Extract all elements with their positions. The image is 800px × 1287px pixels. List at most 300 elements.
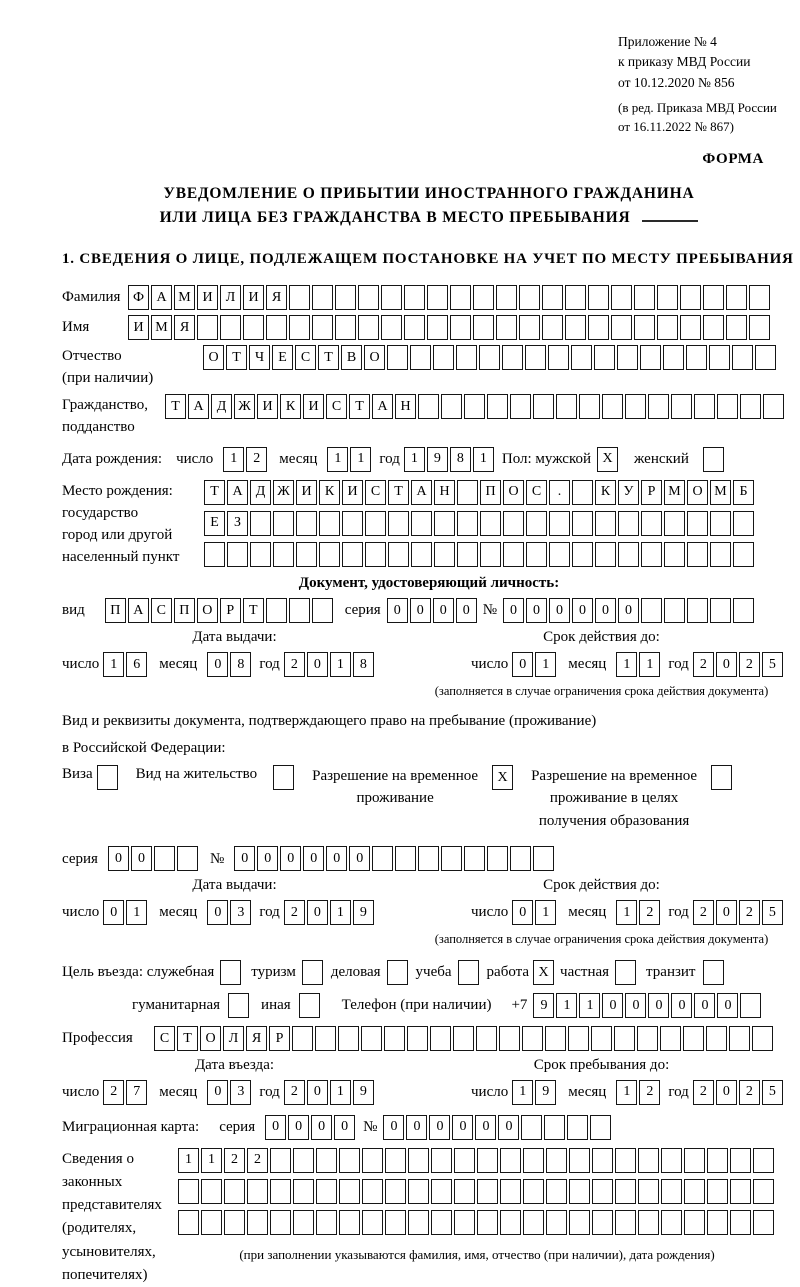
form-cell[interactable] (316, 1179, 337, 1204)
form-cell[interactable] (247, 1179, 268, 1204)
form-cell[interactable]: 0 (602, 993, 623, 1018)
form-cell[interactable] (546, 1179, 567, 1204)
form-cell[interactable]: И (243, 285, 264, 310)
form-cell[interactable] (387, 345, 408, 370)
form-cell[interactable] (342, 511, 363, 536)
form-cell[interactable]: И (128, 315, 149, 340)
form-cell[interactable]: 1 (579, 993, 600, 1018)
form-cell[interactable] (270, 1179, 291, 1204)
form-cell[interactable]: 0 (334, 1115, 355, 1140)
form-cell[interactable] (753, 1179, 774, 1204)
form-cell[interactable] (592, 1210, 613, 1235)
form-cell[interactable]: О (364, 345, 385, 370)
form-cell[interactable] (503, 511, 524, 536)
form-cell[interactable]: О (200, 1026, 221, 1051)
form-cell[interactable] (458, 960, 479, 985)
form-cell[interactable] (358, 315, 379, 340)
form-cell[interactable]: 0 (716, 1080, 737, 1105)
form-cell[interactable] (296, 511, 317, 536)
form-cell[interactable] (664, 598, 685, 623)
form-cell[interactable] (228, 993, 249, 1018)
form-cell[interactable] (431, 1148, 452, 1173)
form-cell[interactable]: Ч (249, 345, 270, 370)
form-cell[interactable] (733, 511, 754, 536)
form-cell[interactable]: 0 (456, 598, 477, 623)
form-cell[interactable] (730, 1148, 751, 1173)
form-cell[interactable] (703, 447, 724, 472)
form-cell[interactable] (579, 394, 600, 419)
form-cell[interactable] (706, 1026, 727, 1051)
form-cell[interactable]: 0 (207, 1080, 228, 1105)
form-cell[interactable] (703, 285, 724, 310)
form-cell[interactable] (641, 598, 662, 623)
form-cell[interactable]: 2 (739, 652, 760, 677)
form-cell[interactable]: К (595, 480, 616, 505)
form-cell[interactable] (408, 1179, 429, 1204)
form-cell[interactable]: 1 (616, 652, 637, 677)
form-cell[interactable] (523, 1210, 544, 1235)
form-cell[interactable]: М (174, 285, 195, 310)
form-cell[interactable] (588, 315, 609, 340)
form-cell[interactable]: 8 (450, 447, 471, 472)
form-cell[interactable] (454, 1210, 475, 1235)
form-cell[interactable] (544, 1115, 565, 1140)
form-cell[interactable]: Я (266, 285, 287, 310)
form-cell[interactable] (661, 1179, 682, 1204)
form-cell[interactable] (224, 1179, 245, 1204)
form-cell[interactable]: С (526, 480, 547, 505)
form-cell[interactable] (97, 765, 118, 790)
form-cell[interactable]: 5 (762, 1080, 783, 1105)
form-cell[interactable]: 0 (694, 993, 715, 1018)
form-cell[interactable] (441, 846, 462, 871)
form-cell[interactable]: 3 (230, 1080, 251, 1105)
form-cell[interactable] (408, 1148, 429, 1173)
form-cell[interactable] (411, 542, 432, 567)
form-cell[interactable] (710, 542, 731, 567)
form-cell[interactable] (154, 846, 175, 871)
form-cell[interactable] (385, 1148, 406, 1173)
form-cell[interactable] (270, 1148, 291, 1173)
form-cell[interactable] (694, 394, 715, 419)
form-cell[interactable]: 0 (716, 652, 737, 677)
form-cell[interactable] (717, 394, 738, 419)
form-cell[interactable]: 0 (303, 846, 324, 871)
form-cell[interactable] (542, 315, 563, 340)
form-cell[interactable]: . (549, 480, 570, 505)
form-cell[interactable] (434, 511, 455, 536)
form-cell[interactable]: Я (174, 315, 195, 340)
form-cell[interactable] (273, 511, 294, 536)
form-cell[interactable] (664, 511, 685, 536)
form-cell[interactable]: 0 (549, 598, 570, 623)
form-cell[interactable]: 1 (327, 447, 348, 472)
form-cell[interactable] (533, 394, 554, 419)
form-cell[interactable] (456, 345, 477, 370)
form-cell[interactable] (687, 511, 708, 536)
form-cell[interactable]: 1 (330, 900, 351, 925)
form-cell[interactable] (418, 394, 439, 419)
form-cell[interactable] (266, 315, 287, 340)
form-cell[interactable]: Ф (128, 285, 149, 310)
form-cell[interactable]: А (411, 480, 432, 505)
form-cell[interactable] (289, 598, 310, 623)
form-cell[interactable]: 0 (307, 900, 328, 925)
form-cell[interactable] (523, 1179, 544, 1204)
form-cell[interactable]: Л (223, 1026, 244, 1051)
form-cell[interactable]: 0 (648, 993, 669, 1018)
form-cell[interactable]: 1 (616, 1080, 637, 1105)
form-cell[interactable] (381, 285, 402, 310)
form-cell[interactable]: Р (641, 480, 662, 505)
form-cell[interactable] (680, 315, 701, 340)
form-cell[interactable]: 0 (207, 652, 228, 677)
form-cell[interactable] (293, 1179, 314, 1204)
form-cell[interactable] (533, 846, 554, 871)
form-cell[interactable] (500, 1179, 521, 1204)
form-cell[interactable]: 0 (475, 1115, 496, 1140)
form-cell[interactable]: 0 (671, 993, 692, 1018)
form-cell[interactable]: Е (272, 345, 293, 370)
form-cell[interactable] (522, 1026, 543, 1051)
form-cell[interactable] (733, 542, 754, 567)
form-cell[interactable]: 1 (330, 652, 351, 677)
form-cell[interactable]: А (128, 598, 149, 623)
form-cell[interactable] (726, 285, 747, 310)
form-cell[interactable] (730, 1210, 751, 1235)
form-cell[interactable] (270, 1210, 291, 1235)
form-cell[interactable] (565, 315, 586, 340)
form-cell[interactable] (480, 542, 501, 567)
form-cell[interactable]: Р (269, 1026, 290, 1051)
form-cell[interactable] (453, 1026, 474, 1051)
form-cell[interactable] (569, 1210, 590, 1235)
form-cell[interactable] (404, 315, 425, 340)
form-cell[interactable] (220, 315, 241, 340)
form-cell[interactable]: 0 (572, 598, 593, 623)
form-cell[interactable] (342, 542, 363, 567)
form-cell[interactable]: 3 (230, 900, 251, 925)
form-cell[interactable] (567, 1115, 588, 1140)
form-cell[interactable]: А (151, 285, 172, 310)
form-cell[interactable] (569, 1179, 590, 1204)
form-cell[interactable]: 2 (284, 652, 305, 677)
form-cell[interactable] (592, 1179, 613, 1204)
form-cell[interactable] (299, 993, 320, 1018)
form-cell[interactable] (749, 315, 770, 340)
form-cell[interactable] (477, 1148, 498, 1173)
form-cell[interactable] (546, 1148, 567, 1173)
form-cell[interactable] (408, 1210, 429, 1235)
form-cell[interactable]: 6 (126, 652, 147, 677)
form-cell[interactable]: 2 (639, 900, 660, 925)
form-cell[interactable] (549, 542, 570, 567)
form-cell[interactable] (594, 345, 615, 370)
form-cell[interactable] (454, 1148, 475, 1173)
form-cell[interactable] (418, 846, 439, 871)
form-cell[interactable] (496, 285, 517, 310)
form-cell[interactable]: 2 (246, 447, 267, 472)
form-cell[interactable]: О (687, 480, 708, 505)
form-cell[interactable] (338, 1026, 359, 1051)
form-cell[interactable] (312, 285, 333, 310)
form-cell[interactable]: 0 (716, 900, 737, 925)
form-cell[interactable] (753, 1148, 774, 1173)
form-cell[interactable] (726, 315, 747, 340)
form-cell[interactable] (549, 511, 570, 536)
form-cell[interactable] (749, 285, 770, 310)
form-cell[interactable] (457, 542, 478, 567)
form-cell[interactable] (710, 598, 731, 623)
form-cell[interactable]: Т (177, 1026, 198, 1051)
form-cell[interactable]: И (342, 480, 363, 505)
form-cell[interactable]: 9 (353, 900, 374, 925)
form-cell[interactable]: Л (220, 285, 241, 310)
form-cell[interactable] (434, 542, 455, 567)
form-cell[interactable] (319, 511, 340, 536)
form-cell[interactable]: З (227, 511, 248, 536)
form-cell[interactable] (477, 1210, 498, 1235)
form-cell[interactable] (740, 394, 761, 419)
form-cell[interactable] (590, 1115, 611, 1140)
form-cell[interactable]: Д (250, 480, 271, 505)
form-cell[interactable]: 1 (473, 447, 494, 472)
form-cell[interactable] (302, 960, 323, 985)
form-cell[interactable]: Ж (234, 394, 255, 419)
form-cell[interactable] (510, 846, 531, 871)
form-cell[interactable]: 0 (452, 1115, 473, 1140)
form-cell[interactable] (204, 542, 225, 567)
form-cell[interactable]: О (197, 598, 218, 623)
form-cell[interactable]: 0 (265, 1115, 286, 1140)
form-cell[interactable] (296, 542, 317, 567)
form-cell[interactable]: 9 (353, 1080, 374, 1105)
form-cell[interactable] (273, 765, 294, 790)
form-cell[interactable]: М (151, 315, 172, 340)
form-cell[interactable] (499, 1026, 520, 1051)
form-cell[interactable] (732, 345, 753, 370)
form-cell[interactable] (220, 960, 241, 985)
form-cell[interactable] (433, 345, 454, 370)
form-cell[interactable] (521, 1115, 542, 1140)
form-cell[interactable]: 0 (526, 598, 547, 623)
form-cell[interactable] (384, 1026, 405, 1051)
form-cell[interactable]: 1 (616, 900, 637, 925)
form-cell[interactable]: 1 (126, 900, 147, 925)
form-cell[interactable] (292, 1026, 313, 1051)
form-cell[interactable] (687, 542, 708, 567)
form-cell[interactable]: 0 (717, 993, 738, 1018)
form-cell[interactable] (640, 345, 661, 370)
form-cell[interactable] (289, 285, 310, 310)
form-cell[interactable]: 1 (404, 447, 425, 472)
form-cell[interactable]: Ж (273, 480, 294, 505)
form-cell[interactable] (657, 285, 678, 310)
form-cell[interactable]: 0 (433, 598, 454, 623)
form-cell[interactable]: 1 (350, 447, 371, 472)
form-cell[interactable]: 2 (739, 900, 760, 925)
form-cell[interactable] (430, 1026, 451, 1051)
form-cell[interactable]: К (319, 480, 340, 505)
form-cell[interactable] (661, 1210, 682, 1235)
form-cell[interactable]: Е (204, 511, 225, 536)
form-cell[interactable]: 0 (429, 1115, 450, 1140)
form-cell[interactable] (625, 394, 646, 419)
form-cell[interactable] (753, 1210, 774, 1235)
form-cell[interactable] (707, 1179, 728, 1204)
form-cell[interactable] (684, 1210, 705, 1235)
form-cell[interactable] (588, 285, 609, 310)
form-cell[interactable] (457, 511, 478, 536)
form-cell[interactable] (733, 598, 754, 623)
form-cell[interactable] (365, 511, 386, 536)
form-cell[interactable] (729, 1026, 750, 1051)
form-cell[interactable] (477, 1179, 498, 1204)
form-cell[interactable] (572, 542, 593, 567)
form-cell[interactable] (503, 542, 524, 567)
form-cell[interactable] (177, 846, 198, 871)
form-cell[interactable]: С (154, 1026, 175, 1051)
form-cell[interactable] (638, 1179, 659, 1204)
form-cell[interactable]: 1 (178, 1148, 199, 1173)
form-cell[interactable] (316, 1210, 337, 1235)
form-cell[interactable]: 5 (762, 652, 783, 677)
form-cell[interactable] (615, 1210, 636, 1235)
form-cell[interactable] (572, 480, 593, 505)
form-cell[interactable]: 9 (427, 447, 448, 472)
form-cell[interactable]: 2 (247, 1148, 268, 1173)
form-cell[interactable] (611, 285, 632, 310)
form-cell[interactable] (545, 1026, 566, 1051)
form-cell[interactable]: 2 (693, 1080, 714, 1105)
form-cell[interactable] (519, 285, 540, 310)
form-cell[interactable] (431, 1210, 452, 1235)
form-cell[interactable] (487, 846, 508, 871)
form-cell[interactable] (755, 345, 776, 370)
form-cell[interactable]: Т (349, 394, 370, 419)
form-cell[interactable] (641, 511, 662, 536)
form-cell[interactable]: И (303, 394, 324, 419)
form-cell[interactable] (388, 511, 409, 536)
form-cell[interactable]: 2 (103, 1080, 124, 1105)
form-cell[interactable]: О (203, 345, 224, 370)
form-cell[interactable] (395, 846, 416, 871)
form-cell[interactable] (197, 315, 218, 340)
form-cell[interactable] (500, 1148, 521, 1173)
form-cell[interactable] (479, 345, 500, 370)
form-cell[interactable] (224, 1210, 245, 1235)
form-cell[interactable] (686, 345, 707, 370)
form-cell[interactable]: М (710, 480, 731, 505)
form-cell[interactable]: Я (246, 1026, 267, 1051)
form-cell[interactable] (638, 1210, 659, 1235)
form-cell[interactable]: 2 (639, 1080, 660, 1105)
form-cell[interactable]: Б (733, 480, 754, 505)
form-cell[interactable] (250, 511, 271, 536)
form-cell[interactable] (595, 542, 616, 567)
form-cell[interactable]: 1 (535, 900, 556, 925)
form-cell[interactable] (250, 542, 271, 567)
form-cell[interactable] (358, 285, 379, 310)
form-cell[interactable] (293, 1210, 314, 1235)
form-cell[interactable] (569, 1148, 590, 1173)
form-cell[interactable] (427, 285, 448, 310)
form-cell[interactable] (273, 542, 294, 567)
form-cell[interactable]: 0 (625, 993, 646, 1018)
form-cell[interactable] (523, 1148, 544, 1173)
form-cell[interactable] (542, 285, 563, 310)
form-cell[interactable] (441, 394, 462, 419)
form-cell[interactable]: 8 (230, 652, 251, 677)
form-cell[interactable] (388, 542, 409, 567)
form-cell[interactable] (660, 1026, 681, 1051)
form-cell[interactable]: А (227, 480, 248, 505)
form-cell[interactable] (519, 315, 540, 340)
form-cell[interactable]: 1 (639, 652, 660, 677)
form-cell[interactable]: П (105, 598, 126, 623)
form-cell[interactable]: 2 (739, 1080, 760, 1105)
form-cell[interactable] (617, 345, 638, 370)
form-cell[interactable] (591, 1026, 612, 1051)
form-cell[interactable]: 0 (498, 1115, 519, 1140)
form-cell[interactable] (500, 1210, 521, 1235)
form-cell[interactable] (362, 1148, 383, 1173)
form-cell[interactable] (473, 315, 494, 340)
form-cell[interactable]: 2 (284, 1080, 305, 1105)
form-cell[interactable]: А (188, 394, 209, 419)
form-cell[interactable] (703, 960, 724, 985)
form-cell[interactable] (361, 1026, 382, 1051)
form-cell[interactable]: И (197, 285, 218, 310)
form-cell[interactable] (661, 1148, 682, 1173)
form-cell[interactable]: 0 (326, 846, 347, 871)
form-cell[interactable]: 9 (533, 993, 554, 1018)
form-cell[interactable] (372, 846, 393, 871)
form-cell[interactable]: 1 (201, 1148, 222, 1173)
form-cell[interactable]: Т (318, 345, 339, 370)
form-cell[interactable] (684, 1179, 705, 1204)
form-cell[interactable] (568, 1026, 589, 1051)
form-cell[interactable]: 0 (383, 1115, 404, 1140)
form-cell[interactable]: 0 (311, 1115, 332, 1140)
form-cell[interactable]: 0 (257, 846, 278, 871)
form-cell[interactable] (473, 285, 494, 310)
form-cell[interactable] (496, 315, 517, 340)
form-cell[interactable]: Н (395, 394, 416, 419)
form-cell[interactable] (312, 315, 333, 340)
form-cell[interactable] (289, 315, 310, 340)
form-cell[interactable]: Т (226, 345, 247, 370)
form-cell[interactable]: И (257, 394, 278, 419)
form-cell[interactable] (710, 511, 731, 536)
form-cell[interactable]: 1 (556, 993, 577, 1018)
form-cell[interactable]: Н (434, 480, 455, 505)
form-cell[interactable] (464, 846, 485, 871)
form-cell[interactable] (618, 511, 639, 536)
form-cell[interactable] (572, 511, 593, 536)
form-cell[interactable] (752, 1026, 773, 1051)
form-cell[interactable] (450, 285, 471, 310)
form-cell[interactable] (556, 394, 577, 419)
form-cell[interactable] (703, 315, 724, 340)
form-cell[interactable] (648, 394, 669, 419)
form-cell[interactable]: 0 (307, 652, 328, 677)
form-cell[interactable] (525, 345, 546, 370)
form-cell[interactable]: 1 (535, 652, 556, 677)
form-cell[interactable] (526, 511, 547, 536)
form-cell[interactable] (502, 345, 523, 370)
form-cell[interactable]: 0 (387, 598, 408, 623)
